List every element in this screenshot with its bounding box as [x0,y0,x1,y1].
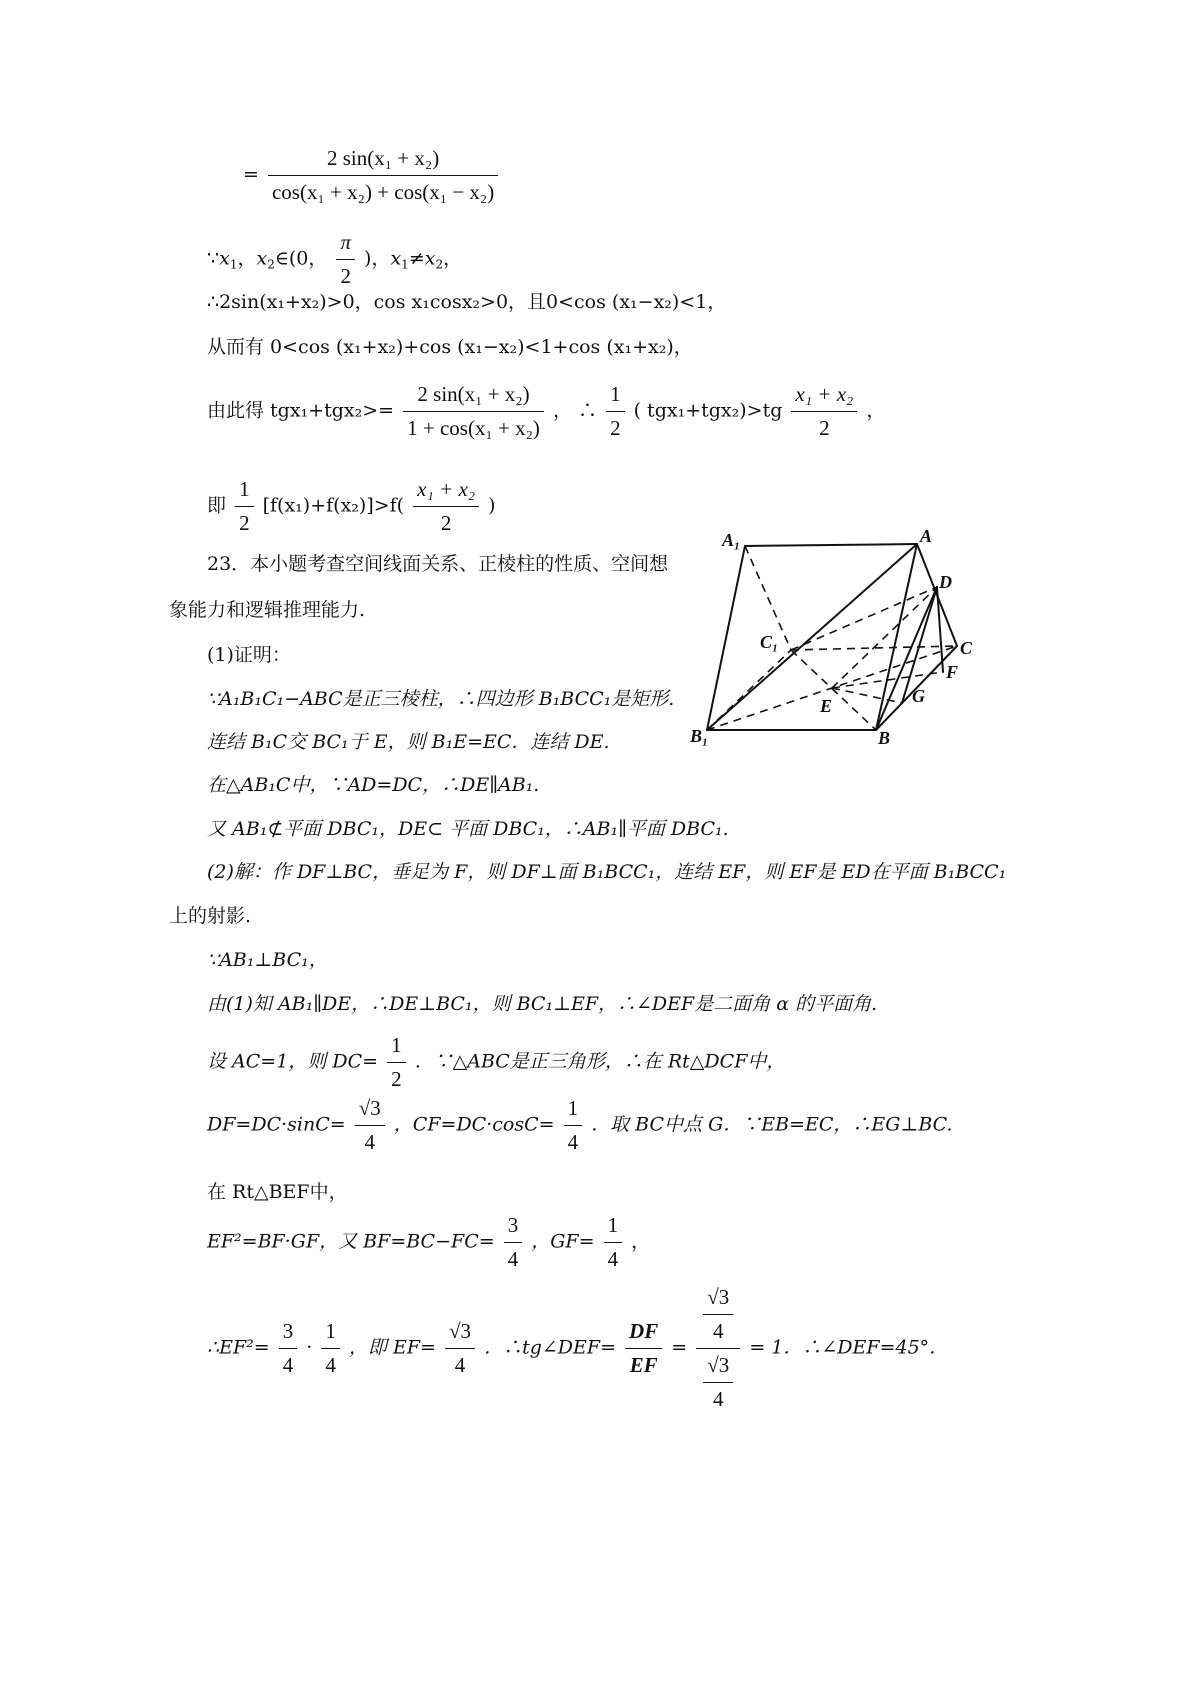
label-E: E [820,696,833,716]
label-A1: A₁ [722,530,741,550]
proof-line-3: 在△AB₁C中，∵AD=DC，∴DE∥AB₁. [207,774,540,796]
label-C: C [960,638,973,658]
proof-line-1: ∵A₁B₁C₁−ABC是正三棱柱，∴四边形 B₁BCC₁是矩形. [207,688,675,710]
part-2-line-6: DF=DC·sinC= $\frac{√3}{4}$ ，CF=DC·cosC= $\frac{1}{4}$ ．取 BC中点 G．∵EB=EC，∴EG⊥BC. [207,1096,953,1154]
part-2-line-1: (2)解：作 DF⊥BC，垂足为 F，则 DF⊥面 B₁BCC₁，连结 EF，则 EF是 ED在平面 B₁BCC₁ [207,861,1007,883]
label-A: A [920,530,933,546]
label-B: B [878,728,891,748]
part-2-line-7: 在 Rt△BEF中， [207,1181,348,1203]
problem-23-heading-cont: 象能力和逻辑推理能力. [169,599,366,621]
part-2-line-5: 设 AC=1，则 DC= $\frac{1}{2}$ ．∵△ABC是正三角形，∴在 Rt△DCF中， [207,1033,786,1091]
label-F: F [946,662,959,682]
tangent-inequality-line: 由此得 tgx₁+tgx₂>= $\frac{\text{2 sin(x₁ + x₂)}}{\text{1 + cos(x₁ + x₂)}}$ ， ∴ $\frac{1}{2}$ ( tgx₁+tgx₂)>tg $\frac{\text{x₁ + x₂}}{2}$ ， [207,382,886,440]
proof-line-4: 又 AB₁⊄平面 DBC₁，DE⊂ 平面 DBC₁，∴AB₁∥平面 DBC₁. [207,818,729,840]
inequality-line-2: 从而有 0<cos (x₁+x₂)+cos (x₁−x₂)<1+cos (x₁+x₂)， [207,336,693,358]
part-2-line-9: ∴EF²= $\frac{3}{4}$ · $\frac{1}{4}$ ，即 EF= $\frac{√3}{4}$ ．∴tg∠DEF= $\frac{DF}{EF}$ = $\frac{\frac{√3}{4}}{\frac{√3}{4}}$ = 1．∴∠DEF=45°． [207,1285,949,1411]
condition-line: $\because x_1$，$x_2\in(0$， $\frac{\pi}{2}$ )，$x_1\ne x_2$， [207,230,463,288]
part-2-line-3: ∵AB₁⊥BC₁， [207,949,328,971]
problem-23-heading: 23．本小题考查空间线面关系、正棱柱的性质、空间想 [207,553,669,575]
conclusion-line: 即 $\frac{1}{2}$ [f(x₁)+f(x₂)]>f( $\frac{\text{x₁ + x₂}}{2}$ ) [207,477,496,535]
part-2-line-2: 上的射影. [169,905,252,927]
part-2-line-4: 由(1)知 AB₁∥DE，∴DE⊥BC₁，则 BC₁⊥EF，∴∠DEF是二面角 α 的平面角. [207,993,878,1015]
inequality-line-1: ∴2sin(x₁+x₂)>0，cos x₁cosx₂>0，且0<cos (x₁−x₂)<1， [207,291,727,313]
label-B1: B₁ [690,726,709,746]
label-G: G [912,686,925,706]
part-2-line-8: EF²=BF·GF，又 BF=BC−FC= $\frac{3}{4}$ ，GF= $\frac{1}{4}$ ， [207,1213,651,1271]
proof-line-2: 连结 B₁C交 BC₁于 E，则 B₁E=EC．连结 DE. [207,731,610,753]
label-D: D [939,572,952,592]
part-1-label: (1)证明： [207,644,291,666]
label-C1: C₁ [760,632,779,652]
formula-line-1: = $\frac{\text{2 sin(x₁ + x₂)}}{\text{cos(x₁ + x₂) + cos(x₁ − x₂)}}$ [243,148,501,203]
prism-figure [690,530,1000,760]
